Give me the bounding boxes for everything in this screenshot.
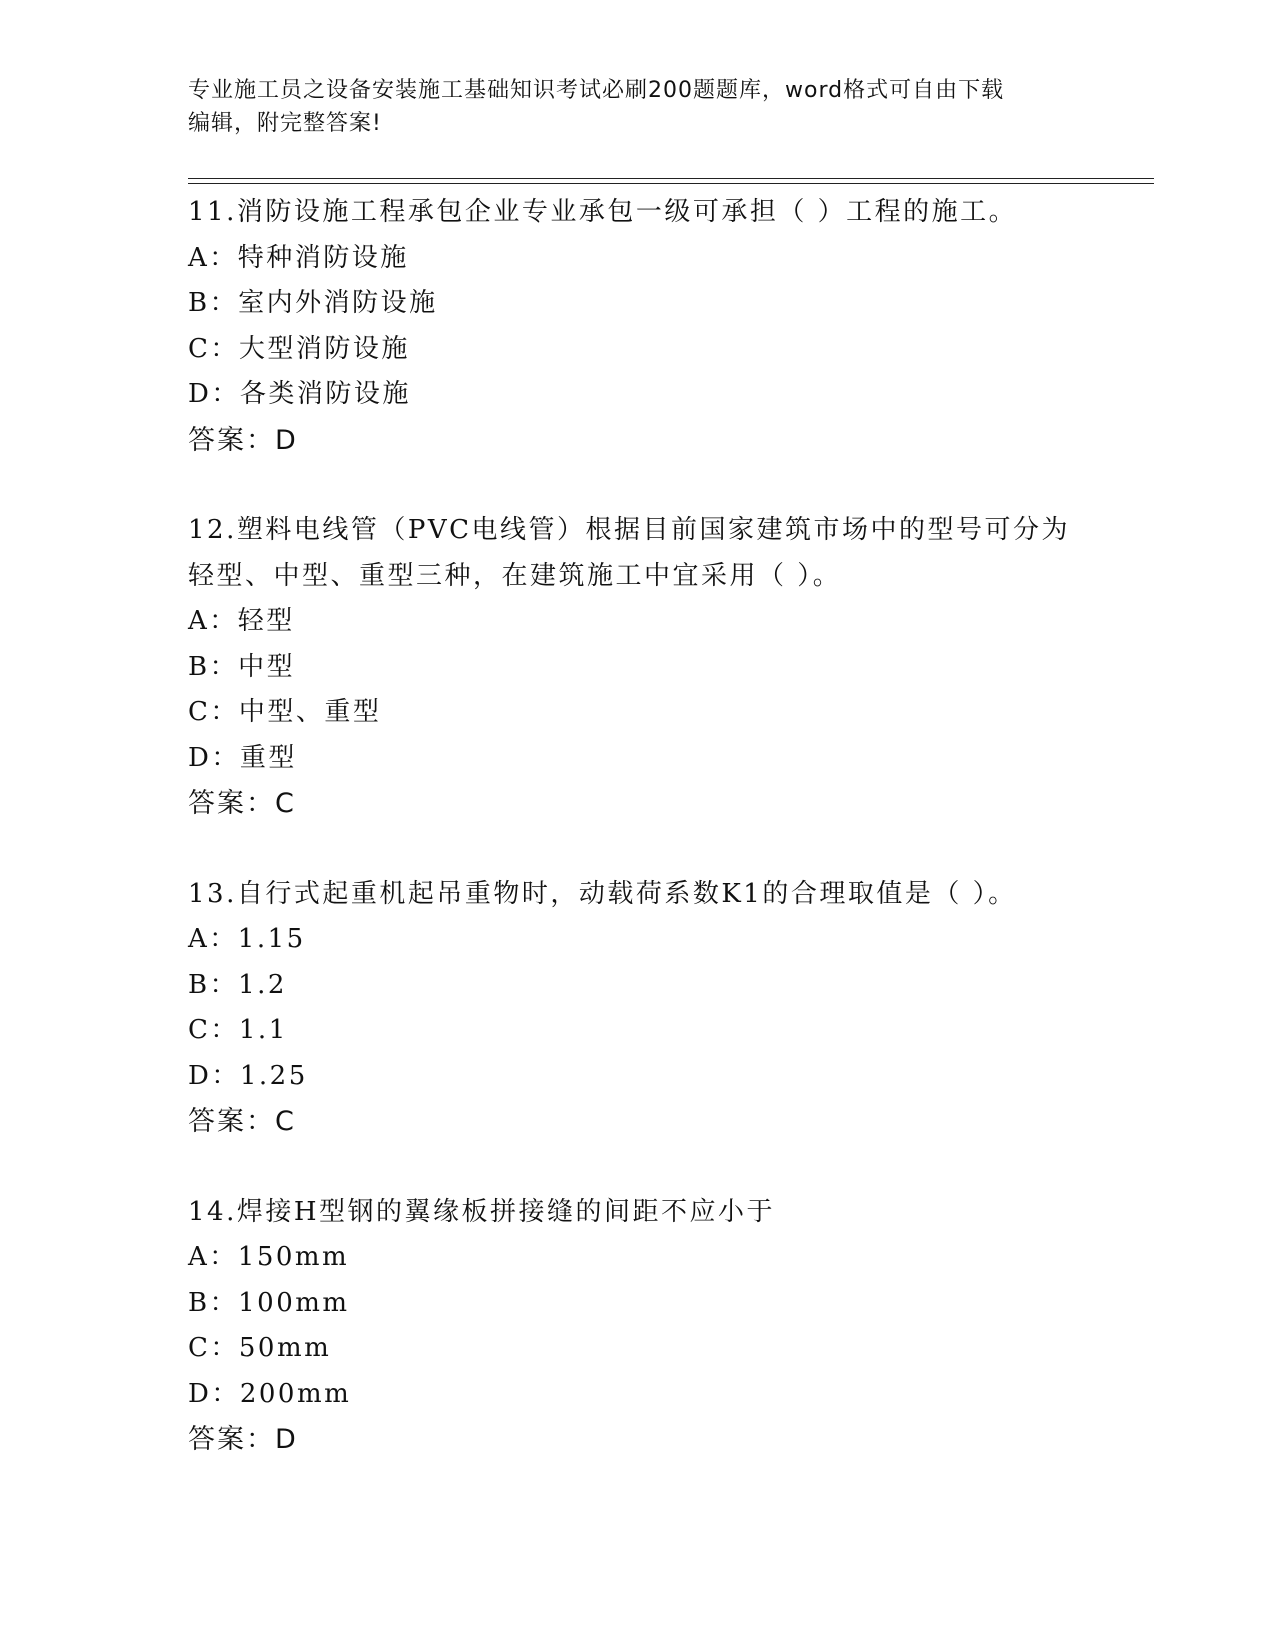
- option-c: C：大型消防设施: [188, 333, 410, 364]
- option-b: B：室内外消防设施: [188, 288, 438, 318]
- option-c: C：50mm: [188, 1333, 332, 1363]
- header-divider-bottom: [188, 183, 1154, 184]
- option-d: D：1.25: [188, 1060, 308, 1091]
- header-title-line-2: 编辑，附完整答案!: [188, 111, 382, 136]
- option-c: C：1.1: [188, 1015, 288, 1045]
- option-b: B：1.2: [188, 969, 287, 1000]
- option-a: A：轻型: [188, 606, 295, 636]
- option-b: B：100mm: [188, 1287, 350, 1318]
- option-d: D：200mm: [188, 1378, 352, 1409]
- question-12: [188, 508, 1148, 827]
- question-stem-line-1: 12.塑料电线管（PVC电线管）根据目前国家建筑市场中的型号可分为: [188, 515, 1071, 545]
- answer: 答案：D: [188, 424, 298, 456]
- header-title-line-1: 专业施工员之设备安装施工基础知识考试必刷200题题库，word格式可自由下载: [188, 78, 1005, 103]
- answer: 答案：C: [188, 788, 296, 819]
- question-stem-line-2: 轻型、中型、重型三种，在建筑施工中宜采用（ ）。: [188, 560, 842, 591]
- answer: 答案：D: [188, 1424, 298, 1455]
- option-a: A：1.15: [188, 924, 306, 954]
- header-divider-top: [188, 178, 1154, 179]
- question-13: [188, 872, 1148, 1145]
- question-11: [188, 190, 1148, 463]
- option-c: C：中型、重型: [188, 697, 382, 727]
- option-a: A：150mm: [188, 1242, 350, 1272]
- question-list: [188, 190, 1148, 1508]
- option-d: D：重型: [188, 742, 297, 773]
- document-header: [188, 74, 1088, 140]
- question-stem: 11.消防设施工程承包企业专业承包一级可承担（ ）工程的施工。: [188, 197, 1018, 227]
- option-d: D：各类消防设施: [188, 379, 411, 409]
- option-b: B：中型: [188, 651, 296, 682]
- question-stem: 14.焊接H型钢的翼缘板拼接缝的间距不应小于: [188, 1196, 776, 1227]
- question-14: [188, 1190, 1148, 1463]
- answer: 答案：C: [188, 1106, 296, 1137]
- question-stem: 13.自行式起重机起吊重物时，动载荷系数K1的合理取值是（ ）。: [188, 878, 1017, 909]
- option-a: A：特种消防设施: [188, 242, 409, 273]
